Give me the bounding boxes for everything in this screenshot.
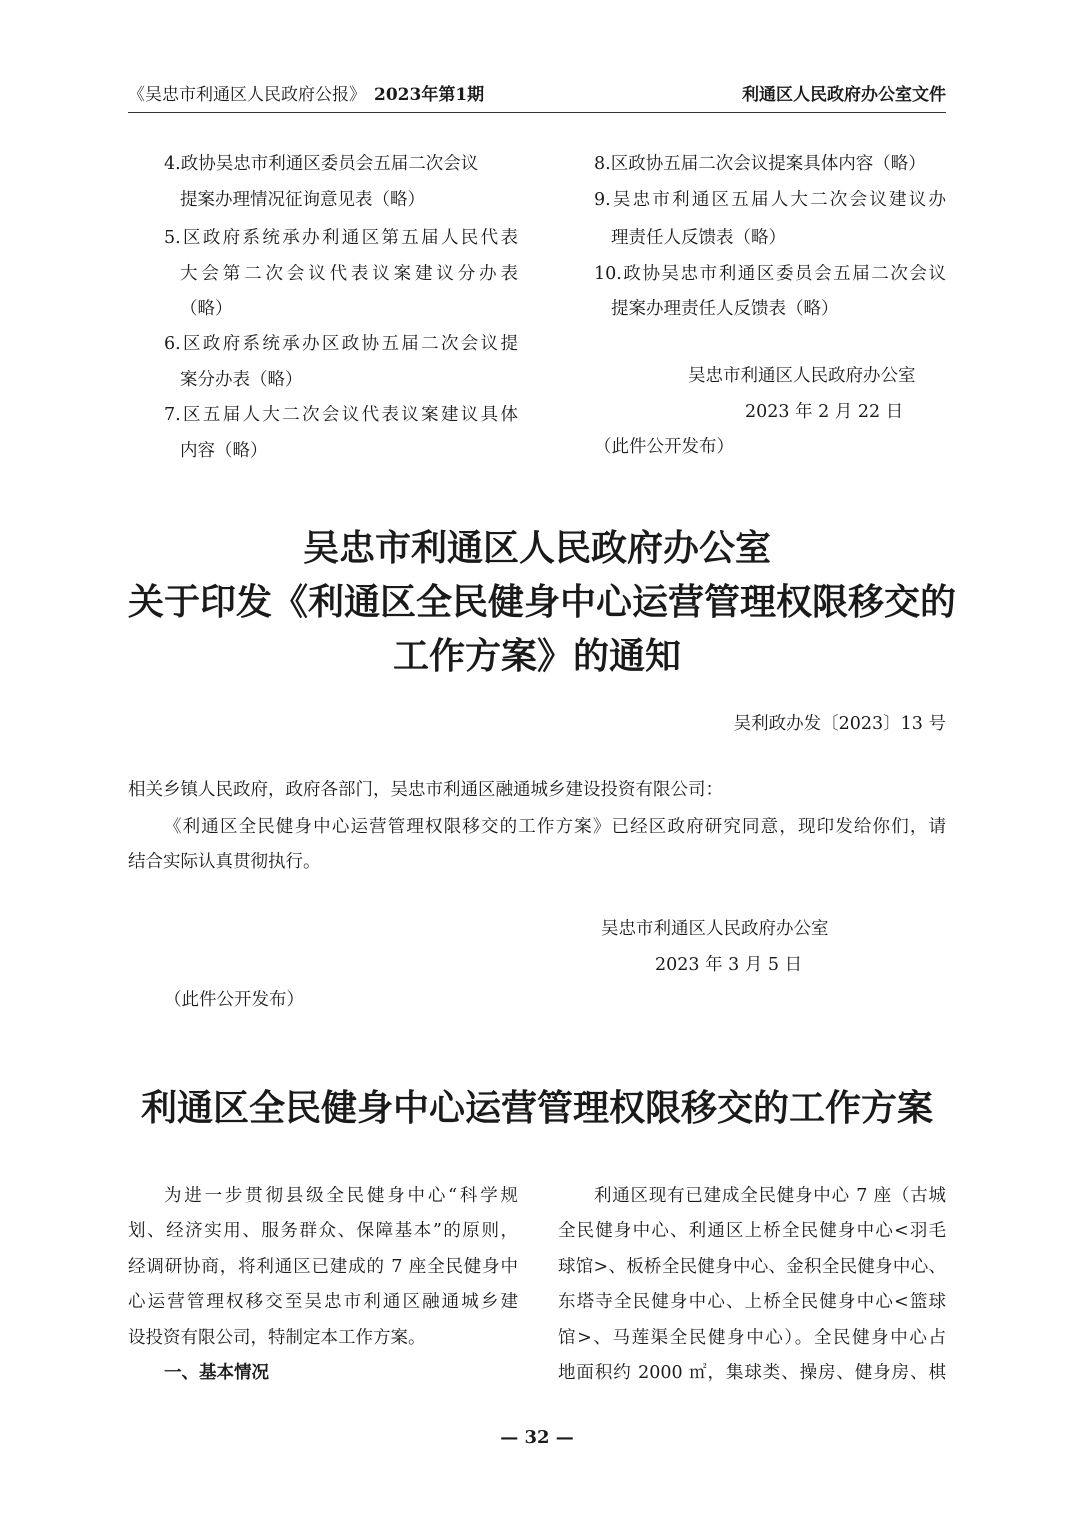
notice-addressee: 相关乡镇人民政府，政府各部门，吴忠市利通区融通城乡建设投资有限公司： <box>128 780 723 800</box>
attachment-10-line2: 提案办理责任人反馈表（略） <box>611 299 839 319</box>
attachment-5-line1: 5.区政府系统承办利通区第五届人民代表 <box>164 228 518 248</box>
attachment-9-line1: 9.吴忠市利通区五届人大二次会议建议办 <box>594 190 946 210</box>
attachment-7-line1: 7.区五届人大二次会议代表议案建议具体 <box>164 405 518 425</box>
plan-right-line: 馆>、马莲渠全民健身中心）。全民健身中心占 <box>558 1328 946 1348</box>
prev-signoff-date: 2023 年 2 月 22 日 <box>745 402 904 422</box>
notice-title-line2: 关于印发《利通区全民健身中心运营管理权限移交的 <box>128 581 957 623</box>
plan-right-line: 球馆>、板桥全民健身中心、金积全民健身中心、 <box>558 1257 946 1277</box>
header-issue: 2023年第1期 <box>374 85 485 105</box>
plan-left-line: 划、经济实用、服务群众、保障基本”的原则， <box>128 1221 518 1241</box>
notice-body-line2: 结合实际认真贯彻执行。 <box>128 852 321 872</box>
attachment-5-line2: 大会第二次会议代表议案建议分办表 <box>180 264 518 284</box>
attachment-5-line3: （略） <box>180 299 233 319</box>
prev-signoff-org: 吴忠市利通区人民政府办公室 <box>688 366 916 386</box>
prev-signoff-note: （此件公开发布） <box>594 437 734 457</box>
plan-right-line: 全民健身中心、利通区上桥全民健身中心<羽毛 <box>558 1221 946 1241</box>
notice-title-line1: 吴忠市利通区人民政府办公室 <box>302 527 771 569</box>
plan-left-line: 经调研协商，将利通区已建成的 7 座全民健身中 <box>128 1257 518 1277</box>
attachment-4-line2: 提案办理情况征询意见表（略） <box>180 190 425 210</box>
page-number: — 32 — <box>500 1427 574 1448</box>
running-header <box>128 80 946 106</box>
attachment-10-line1: 10.政协吴忠市利通区委员会五届二次会议 <box>594 264 946 284</box>
plan-right-line: 利通区现有已建成全民健身中心 7 座（古城 <box>594 1186 946 1206</box>
attachment-4-line1: 4.政协吴忠市利通区委员会五届二次会议 <box>164 154 479 174</box>
notice-signoff-org: 吴忠市利通区人民政府办公室 <box>601 919 829 939</box>
notice-signoff-date: 2023 年 3 月 5 日 <box>655 955 803 975</box>
notice-publication-note: （此件公开发布） <box>164 990 304 1010</box>
attachment-8-line1: 8.区政协五届二次会议提案具体内容（略） <box>594 154 926 174</box>
notice-title-line3: 工作方案》的通知 <box>392 635 681 677</box>
plan-left-line: 心运营管理权移交至吴忠市利通区融通城乡建 <box>128 1292 518 1312</box>
plan-left-line: 设投资有限公司，特制定本工作方案。 <box>128 1328 426 1348</box>
plan-right-line: 东塔寺全民健身中心、上桥全民健身中心<篮球 <box>558 1292 946 1312</box>
plan-left-line: 为进一步贯彻县级全民健身中心“科学规 <box>164 1186 518 1206</box>
attachment-7-line2: 内容（略） <box>180 441 268 461</box>
document-number: 吴利政办发〔2023〕13 号 <box>733 714 946 734</box>
plan-right-line: 地面积约 2000 ㎡，集球类、操房、健身房、棋 <box>558 1363 946 1383</box>
attachment-9-line2: 理责任人反馈表（略） <box>611 228 786 248</box>
attachment-6-line2: 案分办表（略） <box>180 370 303 390</box>
section-heading: 一、基本情况 <box>164 1363 269 1383</box>
header-section: 利通区人民政府办公室文件 <box>742 85 946 105</box>
header-rule <box>128 112 946 113</box>
header-publication: 《吴忠市利通区人民政府公报》 2023年第1期 <box>128 85 485 105</box>
attachment-6-line1: 6.区政府系统承办区政协五届二次会议提 <box>164 334 518 354</box>
notice-body-line1: 《利通区全民健身中心运营管理权限移交的工作方案》已经区政府研究同意，现印发给你们，请 <box>164 817 946 837</box>
plan-title: 利通区全民健身中心运营管理权限移交的工作方案 <box>140 1087 933 1129</box>
